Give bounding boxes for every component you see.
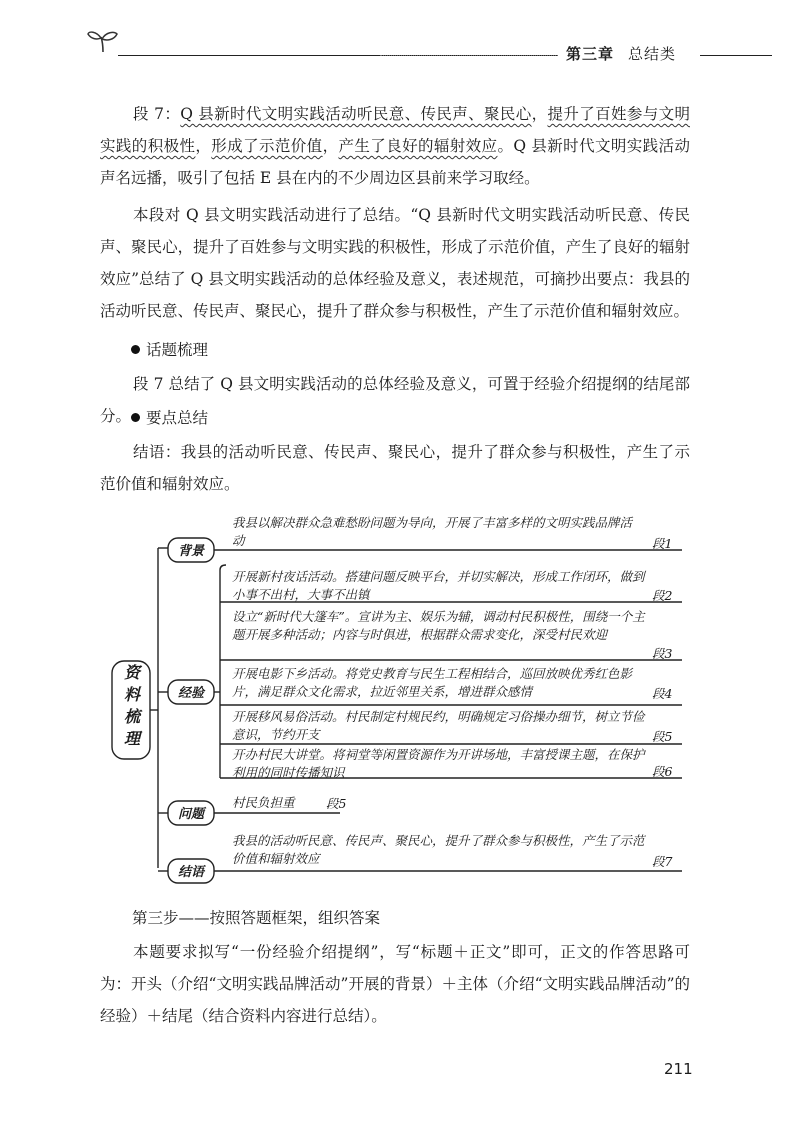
summary-paragraph: 结语：我县的活动听民意、传民声、聚民心，提升了群众参与积极性，产生了示范价值和辐射效应。: [100, 443, 690, 493]
topic-paragraph: 段 7 总结了 Q 县文明实践活动的总体经验及意义，可置于经验介绍提纲的结尾部分。: [100, 375, 690, 425]
leaf-segment-ref: 段5: [652, 729, 673, 744]
punctuation: ，: [322, 137, 339, 155]
leaf-conclusion: 我县的活动听民意、传民声、聚民心，提升了群众参与积极性，产生了示范价值和辐射效应: [232, 833, 645, 866]
leaf-experience: 设立“新时代大篷车”。宣讲为主、娱乐为辅，调动村民积极性，围绕一个主题开展多种活动；内容与时俱进，根据群众需求变化，深受村民欢迎: [232, 609, 645, 642]
bullet-label: 要点总结: [146, 409, 209, 427]
leaf-experience: 开展新村夜话活动。搭建问题反映平台，并切实解决，形成工作闭环，做到小事不出村，大事不出镇: [232, 569, 645, 602]
bullet-label: 话题梳理: [146, 341, 209, 359]
leaf-problem: 村民负担重: [232, 795, 295, 810]
leaf-segment-ref: 段6: [652, 764, 673, 779]
branch-experience: 经验: [178, 686, 205, 701]
leaf-segment-ref: 段4: [652, 686, 673, 701]
key-phrase: 提升了百姓参与文明实践的积极性: [100, 105, 690, 155]
punctuation: ，: [531, 105, 548, 123]
leaf-segment-ref: 段1: [652, 536, 673, 551]
leaf-segment-ref: 段2: [652, 588, 673, 603]
step-heading: 第三步——按照答题框架，组织答案: [132, 909, 381, 927]
punctuation: ，: [195, 137, 212, 155]
key-phrase: 产生了良好的辐射效应: [338, 137, 498, 155]
final-paragraph: 本题要求拟写“一份经验介绍提纲”，写“标题＋正文”即可，正文的作答思路可为：开头（介绍“文明实践品牌活动”开展的背景）＋主体（介绍“文明实践品牌活动”的经验）＋结尾（结合资料内容进行总结）。: [100, 943, 690, 1025]
leaf-experience: 开办村民大讲堂。将祠堂等闲置资源作为开讲场地，丰富授课主题，在保护利用的同时传播知识: [232, 747, 645, 780]
leaf-background: 我县以解决群众急难愁盼问题为导向，开展了丰富多样的文明实践品牌活动: [232, 515, 633, 548]
branch-conclusion: 结语: [178, 865, 205, 880]
analysis-paragraph: 本段对 Q 县文明实践活动进行了总结。“Q 县新时代文明实践活动听民意、传民声、聚民心，提升了百姓参与文明实践的积极性，形成了示范价值，产生了良好的辐射效应”总结了 Q 县文明实践活动的总体经验及意义，表述规范，可摘抄出要点：我县的活动听民意、传民声、聚民心，提升了群众参与积极性，产生了示范价值和辐射效应。: [100, 206, 690, 320]
leaf-experience: 开展电影下乡活动。将党史教育与民生工程相结合，巡回放映优秀红色影片，满足群众文化需求，拉近邻里关系，增进群众感情: [232, 666, 633, 699]
leaf-experience: 开展移风易俗活动。村民制定村规民约，明确规定习俗操办细节，树立节俭意识，节约开支: [232, 709, 645, 742]
leaf-segment-ref: 段5: [326, 796, 347, 811]
paragraph-text: 。Q 县新时代文明实践活动声名远播，吸引了包括 E 县在内的不少周边区县前来学习取经。: [100, 137, 690, 187]
section-label: 总结类: [628, 45, 677, 63]
branch-background: 背景: [178, 544, 205, 559]
chapter-label: 第三章: [566, 45, 615, 63]
page-number: 211: [664, 1060, 693, 1078]
key-phrase: 形成了示范价值: [211, 137, 323, 155]
leaf-segment-ref: 段3: [652, 646, 673, 661]
branch-problem: 问题: [178, 807, 205, 822]
paragraph-label: 段 7：: [133, 105, 181, 123]
mindmap-root: 资料梳理: [123, 663, 140, 748]
leaf-segment-ref: 段7: [652, 854, 673, 869]
key-phrase: Q 县新时代文明实践活动听民意、传民声、聚民心: [180, 105, 532, 123]
